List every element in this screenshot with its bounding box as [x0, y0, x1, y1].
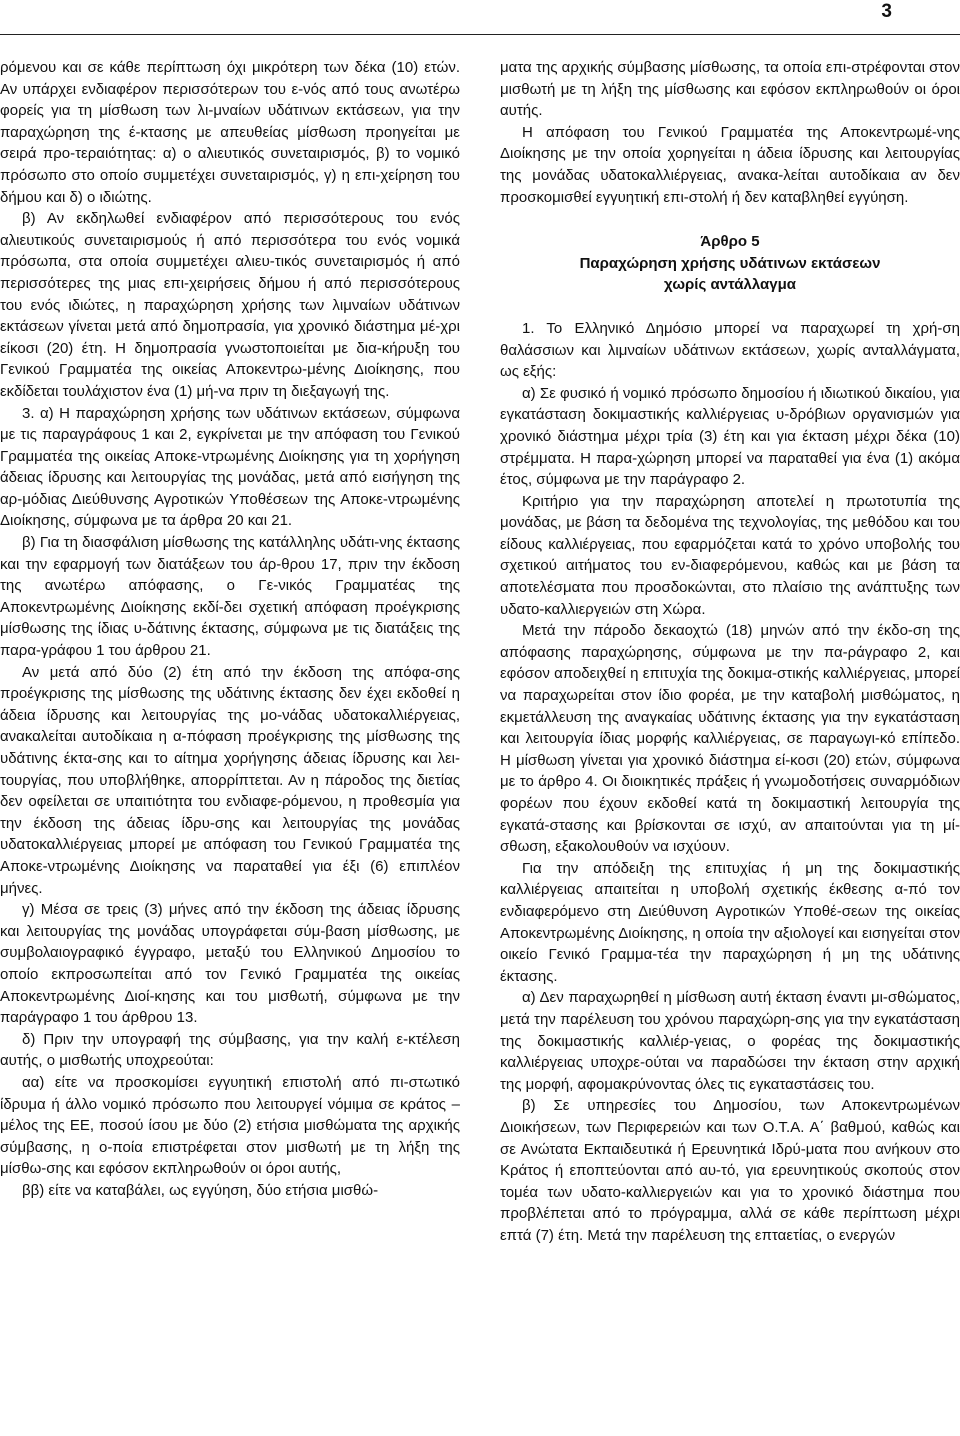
paragraph: 3. α) Η παραχώρηση χρήσης των υδάτινων εκτάσεων, σύμφωνα με τις παραγράφους 1 και 2, εγκρίνεται με την απόφαση του Γενικού Γραμματέα της οικείας Αποκε-ντρωμένης Διοίκησης για τη χορήγηση άδειας ίδρυσης και λειτουργίας της μονάδας, μετά από εισήγηση της αρ-μόδιας Διεύθυνσης Αγροτικών Υποθέσεων της Αποκε-ντρωμένης Διοίκησης, σύμφωνα με τα άρθρα 20 και 21.	[0, 404, 460, 530]
paragraph: β) Για τη διασφάλιση μίσθωσης της κατάλληλης υδάτι-νης έκτασης και την εφαρμογή των διατάξεων του άρ-θρου 17, πριν την έκδοση της ανωτέρω απόφασης, ο Γε-νικός Γραμματέας της Αποκεντρωμένης Διοίκησης εκδί-δει σχετική απόφαση προέγκρισης μίσθωσης της ίδιας υ-δάτινης έκτασης, σύμφωνα με τις διατάξεις της παρα-γράφου 1 του άρθρου 21.	[0, 534, 460, 660]
article-subtitle: Παραχώρηση χρήσης υδάτινων εκτάσεων	[579, 254, 881, 272]
header-rule	[0, 34, 960, 35]
article-subtitle: χωρίς αντάλλαγμα	[664, 276, 796, 294]
paragraph: Μετά την πάροδο δεκαοχτώ (18) μηνών από την έκδο-ση της απόφασης παραχώρησης, σύμφωνα με την πα-ράγραφο 2, και εφόσον αποδειχθεί η επιτυχία της δοκιμα-στικής καλλιέργειας, μπορεί να παραχωρείται στον ίδιο φορέα, με την καταβολή μισθώματος, η εκμετάλλευση της αναγκαίας υδάτινης έκτασης για την εγκατάσταση και λειτουργία ίδιας μορφής καλλιέργειας, σε παραγωγι-κό επίπεδο. Η μίσθωση γίνεται για χρονικό διάστημα εί-κοσι (20) ετών, σύμφωνα με το άρθρο 4. Οι διοικητικές πράξεις ή γνωμοδοτήσεις συναρμόδιων φορέων που έχουν εκδοθεί κατά τη δοκιμαστική λειτουργία της εγκατά-στασης και βρίσκονται σε ισχύ, αν απαιτούνται για τη μί-σθωση, εξακολουθούν να ισχύουν.	[500, 622, 960, 856]
paragraph: ρόμενου και σε κάθε περίπτωση όχι μικρότερη των δέκα (10) ετών. Αν υπάρχει ενδιαφέρον περισσότερων του ε-νός από τους ανωτέρω φορείς για τη μίσθωση των λι-μναίων υδάτινων εκτάσεων, για την παραχώρηση της έ-κτασης με απευθείας μίσθωση προηγείται με σειρά προ-τεραιότητας: α) ο αλιευτικός συνεταιρισμός, β) το νομικό πρόσωπο στο οποίο συμμετέχει συνεταιρισμός, γ) η επι-χείρηση του δήμου και δ) ο ιδιώτης.	[0, 59, 460, 206]
paragraph: Αν μετά από δύο (2) έτη από την έκδοση της απόφα-σης προέγκρισης της μίσθωσης της υδάτινης έκτασης δεν έχει εκδοθεί η άδεια ίδρυσης και λειτουργίας της μο-νάδας υδατοκαλλιέργειας, ανακαλείται αυτοδίκαια η α-πόφαση προέγκρισης της μίσθωσης της υδάτινης έκτα-σης και το αίτημα χορήγησης άδειας ίδρυσης και λει-τουργίας, που υποβλήθηκε, απορρίπτεται. Αν η πάροδος της διετίας δεν οφείλεται σε υπαιτιότητα του ενδιαφε-ρόμενου, η προθεσμία για την έκδοση της άδειας ίδρυ-σης και λειτουργίας της μονάδας υδατοκαλλιέργειας μπορεί με απόφαση του Γενικού Γραμματέα της Αποκε-ντρωμένης Διοίκησης να παραταθεί για έξι (6) επιπλέον μήνες.	[0, 663, 460, 897]
paragraph: 1. Το Ελληνικό Δημόσιο μπορεί να παραχωρεί τη χρή-ση θαλάσσιων και λιμναίων υδάτινων εκτάσεων, χωρίς ανταλλάγματα, ως εξής:	[500, 319, 960, 381]
paragraph: αα) είτε να προσκομίσει εγγυητική επιστολή από πι-στωτικό ίδρυμα ή άλλο νομικό πρόσωπο που λειτουργεί νόμιμα σε κράτος – μέλος της ΕΕ, ποσού ίσου με δύο (2) ετήσια μισθώματα της αρχικής σύμβασης, η ο-ποία επιστρέφεται στον μισθωτή με τη λήξη της μίσθω-σης και εφόσον εκπληρωθούν οι όροι αυτής,	[0, 1073, 460, 1178]
article-title: Άρθρο 5	[700, 233, 760, 251]
page-number: 3	[881, 1, 892, 22]
paragraph: Για την απόδειξη της επιτυχίας ή μη της δοκιμαστικής καλλιέργειας απαιτείται η υποβολή σχετικής έκθεσης α-πό τον ενδιαφερόμενο στη Διεύθυνση Αγροτικών Υποθέ-σεων της οικείας Αποκεντρωμένης Διοίκησης, η οποία την αξιολογεί και εισηγείται στον οικείο Γενικό Γραμμα-τέα την παραχώρηση ή μη της υδάτινης έκτασης.	[500, 859, 960, 985]
paragraph: ββ) είτε να καταβάλει, ως εγγύηση, δύο ετήσια μισθώ-	[22, 1181, 379, 1199]
paragraph: Η απόφαση του Γενικού Γραμματέα της Αποκεντρωμέ-νης Διοίκησης με την οποία χορηγείται η άδεια ίδρυσης και λειτουργίας της μονάδας υδατοκαλλιέργειας, ανακα-λείται αυτοδίκαια αν δεν προσκομισθεί εγγυητική επι-στολή ή δεν καταβληθεί εγγύηση.	[500, 123, 960, 206]
paragraph: δ) Πριν την υπογραφή της σύμβασης, για την καλή ε-κτέλεση αυτής, ο μισθωτής υποχρεούται:	[0, 1030, 460, 1070]
paragraph: ματα της αρχικής σύμβασης μίσθωσης, τα οποία επι-στρέφονται στον μισθωτή με τη λήξη της μίσθωσης και εφόσον εκπληρωθούν οι όροι αυτής.	[500, 59, 960, 120]
paragraph: α) Σε φυσικό ή νομικό πρόσωπο δημοσίου ή ιδιωτικού δικαίου, για εγκατάσταση δοκιμαστικής καλλιέργειας υ-δρόβιων οργανισμών για χρονικό διάστημα μέχρι τρία (3) έτη και για έκταση μέχρι δέκα (10) στρέμματα. Η παρα-χώρηση μπορεί να παραταθεί για ένα (1) ακόμα έτος, σύμφωνα με την παράγραφο 2.	[500, 384, 960, 489]
paragraph: γ) Μέσα σε τρεις (3) μήνες από την έκδοση της άδειας ίδρυσης και λειτουργίας της μονάδας υπογράφεται σύμ-βαση μίσθωσης, με συμβολαιογραφικό έγγραφο, μεταξύ του Ελληνικού Δημοσίου το οποίο εκπροσωπείται από τον Γενικό Γραμματέα της οικείας Αποκεντρωμένης Διοί-κησης και του μισθωτή, σύμφωνα με την παράγραφο 1 του άρθρου 13.	[0, 901, 460, 1027]
left-column	[0, 57, 460, 1201]
paragraph: Κριτήριο για την παραχώρηση αποτελεί η πρωτοτυπία της μονάδας, με βάση τα δεδομένα της τεχνολογίας, της μεθόδου και του είδους καλλιέργειας, που εφαρμόζεται κατά το χρόνο υποβολής του σχετικού αιτήματος του εν-διαφερόμενου, καθώς και με βάση τα αποτελέσματα που προσδοκώνται, στο πλαίσιο της ανάπτυξης των υδατο-καλλιεργειών στη Χώρα.	[500, 492, 960, 618]
paragraph: β) Αν εκδηλωθεί ενδιαφέρον από περισσότερους του ενός αλιευτικούς συνεταιρισμούς ή από περισσότερα του ενός νομικά πρόσωπα, στα οποία συμμετέχει αλιευ-τικός συνεταιρισμός ή από περισσότερες της μιας επι-χειρήσεις δήμου ή από περισσότερους του ενός ιδιώτες, η παραχώρηση χρήσης των λιμναίων υδάτινων εκτάσεων γίνεται μετά από δημοπρασία, για χρονικό διάστημα μέ-χρι είκοσι (20) έτη. Η δημοπρασία γνωστοποιείται με δια-κήρυξη του Γενικού Γραμματέα της οικείας Αποκεντρω-μένης Διοίκησης, που εκδίδεται τουλάχιστον ένα (1) μή-να πριν τη διεξαγωγή της.	[0, 210, 460, 400]
paragraph: α) Δεν παραχωρηθεί η μίσθωση αυτή έκταση έναντι μι-σθώματος, μετά την παρέλευση του χρόνου παραχώρη-σης για την εγκατάσταση της δοκιμαστικής καλλιέρ-γειας, ο φορέας της δοκιμαστικής καλλιέργειας υποχρε-ούται να παραδώσει την έκταση στην αρχική της μορφή, αφομακρύνοντας όλες τις εγκαταστάσεις του.	[500, 989, 960, 1093]
paragraph: β) Σε υπηρεσίες του Δημοσίου, των Αποκεντρωμένων Διοικήσεων, των Περιφερειών και των Ο.Τ.Α. Α΄ βαθμού, καθώς και σε Ανώτατα Εκπαιδευτικά ή Ερευνητικά Ιδρύ-ματα που ανήκουν στο Κράτος ή εποπτεύονται από αυ-τό, για ερευνητικούς σκοπούς στον τομέα των υδατο-καλλιεργειών και για το χρονικό διάστημα που προβλέπεται από το πρόγραμμα, αλλά σε κάθε περίπτωση μέχρι επτά (7) έτη. Μετά την παρέλευση της επταετίας, ο ενεργών	[500, 1097, 960, 1244]
right-column	[500, 57, 960, 1246]
